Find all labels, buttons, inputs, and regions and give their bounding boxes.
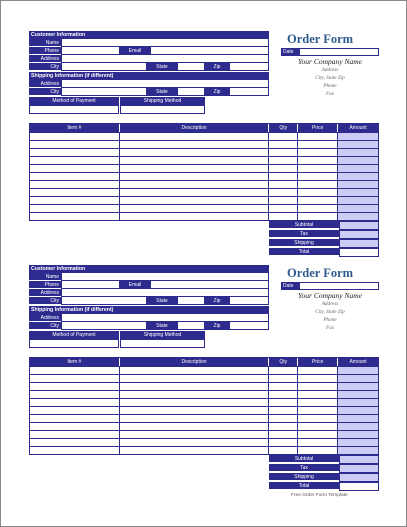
- table-row[interactable]: [30, 148, 378, 156]
- item-cell[interactable]: [120, 157, 270, 164]
- amount-cell[interactable]: [338, 173, 378, 180]
- item-cell[interactable]: [298, 367, 338, 374]
- city-label: City: [29, 63, 61, 71]
- item-cell[interactable]: [298, 415, 338, 422]
- item-cell[interactable]: [120, 375, 270, 382]
- state-field[interactable]: [177, 63, 205, 71]
- table-row[interactable]: [30, 164, 378, 172]
- item-cell[interactable]: [298, 423, 338, 430]
- item-cell[interactable]: [298, 181, 338, 188]
- payment-method-field[interactable]: [29, 105, 119, 114]
- table-row[interactable]: [30, 406, 378, 414]
- total-label: Subtotal: [269, 455, 339, 463]
- table-row[interactable]: [30, 366, 378, 374]
- ship-zip-field[interactable]: [229, 88, 269, 96]
- table-row[interactable]: [30, 180, 378, 188]
- amount-cell[interactable]: [338, 149, 378, 156]
- address-field[interactable]: [61, 55, 269, 63]
- item-cell[interactable]: [298, 447, 338, 454]
- amount-cell[interactable]: [338, 181, 378, 188]
- company-name: Your Company Name: [298, 291, 362, 300]
- item-cell[interactable]: [120, 205, 270, 212]
- table-row[interactable]: [30, 132, 378, 140]
- amount-cell[interactable]: [338, 439, 378, 446]
- shipping-method-field[interactable]: [120, 339, 205, 348]
- date-label: Date: [281, 48, 299, 56]
- item-cell[interactable]: [30, 447, 120, 454]
- total-value-field[interactable]: [339, 482, 379, 491]
- item-cell[interactable]: [120, 173, 270, 180]
- zip-field[interactable]: [229, 297, 269, 305]
- ship-state-field[interactable]: [177, 88, 205, 96]
- item-cell[interactable]: [30, 149, 120, 156]
- item-cell[interactable]: [269, 133, 298, 140]
- item-cell[interactable]: [269, 157, 298, 164]
- table-row[interactable]: [30, 212, 378, 220]
- item-cell[interactable]: [298, 399, 338, 406]
- item-cell[interactable]: [120, 141, 270, 148]
- item-cell[interactable]: [269, 367, 298, 374]
- total-value-field[interactable]: [339, 221, 379, 230]
- table-row[interactable]: [30, 382, 378, 390]
- item-cell[interactable]: [298, 383, 338, 390]
- item-cell[interactable]: [298, 205, 338, 212]
- total-value-field[interactable]: [339, 239, 379, 248]
- amount-cell[interactable]: [338, 399, 378, 406]
- total-value-field[interactable]: [339, 464, 379, 473]
- table-row[interactable]: [30, 140, 378, 148]
- amount-cell[interactable]: [338, 213, 378, 220]
- city-field[interactable]: [61, 297, 147, 305]
- footer-text: Free Order Form Template: [291, 493, 348, 498]
- item-cell[interactable]: [269, 415, 298, 422]
- item-cell[interactable]: [298, 133, 338, 140]
- item-cell[interactable]: [30, 367, 120, 374]
- item-cell[interactable]: [120, 181, 270, 188]
- item-cell[interactable]: [120, 213, 270, 220]
- item-cell[interactable]: [30, 165, 120, 172]
- ship-zip-label: Zip: [205, 88, 229, 96]
- name-label: Name: [29, 273, 61, 281]
- address-field[interactable]: [61, 289, 269, 297]
- amount-cell[interactable]: [338, 407, 378, 414]
- name-field[interactable]: [61, 273, 269, 281]
- name-label: Name: [29, 39, 61, 47]
- column-header: Price: [298, 124, 338, 132]
- table-row[interactable]: [30, 414, 378, 422]
- total-label: Shipping: [269, 239, 339, 247]
- email-field[interactable]: [150, 47, 269, 55]
- zip-label: Zip: [205, 63, 229, 71]
- ship-address-field[interactable]: [61, 314, 269, 322]
- ship-city-label: City: [29, 88, 61, 96]
- item-cell[interactable]: [30, 133, 120, 140]
- item-cell[interactable]: [298, 141, 338, 148]
- item-cell[interactable]: [120, 391, 270, 398]
- amount-cell[interactable]: [338, 391, 378, 398]
- amount-cell[interactable]: [338, 157, 378, 164]
- amount-cell[interactable]: [338, 383, 378, 390]
- company-address-line: Phone: [323, 83, 337, 89]
- company-address-line: Fax: [325, 325, 335, 331]
- amount-cell[interactable]: [338, 197, 378, 204]
- item-cell[interactable]: [269, 431, 298, 438]
- column-header: Description: [120, 124, 270, 132]
- item-cell[interactable]: [30, 399, 120, 406]
- table-row[interactable]: [30, 438, 378, 446]
- phone-label: Phone: [29, 47, 61, 55]
- shipping-info-header: Shipping Information (if different): [29, 72, 269, 80]
- total-label: Total: [269, 482, 339, 490]
- amount-cell[interactable]: [338, 141, 378, 148]
- item-cell[interactable]: [269, 213, 298, 220]
- payment-method-label: Method of Payment: [29, 331, 119, 339]
- item-cell[interactable]: [298, 407, 338, 414]
- item-cell[interactable]: [269, 165, 298, 172]
- state-field[interactable]: [177, 297, 205, 305]
- item-cell[interactable]: [30, 141, 120, 148]
- item-cell[interactable]: [30, 383, 120, 390]
- item-cell[interactable]: [30, 173, 120, 180]
- item-cell[interactable]: [269, 447, 298, 454]
- table-row[interactable]: [30, 430, 378, 438]
- shipping-method-label: Shipping Method: [120, 97, 205, 105]
- item-cell[interactable]: [30, 189, 120, 196]
- item-cell[interactable]: [269, 383, 298, 390]
- total-label: Total: [269, 248, 339, 256]
- city-field[interactable]: [61, 63, 147, 71]
- total-label: Shipping: [269, 473, 339, 481]
- payment-method-field[interactable]: [29, 339, 119, 348]
- item-cell[interactable]: [269, 149, 298, 156]
- table-row[interactable]: [30, 422, 378, 430]
- item-cell[interactable]: [120, 415, 270, 422]
- amount-cell[interactable]: [338, 423, 378, 430]
- item-cell[interactable]: [30, 157, 120, 164]
- ship-city-field[interactable]: [61, 88, 147, 96]
- shipping-method-field[interactable]: [120, 105, 205, 114]
- item-cell[interactable]: [120, 367, 270, 374]
- item-cell[interactable]: [30, 407, 120, 414]
- table-row[interactable]: [30, 204, 378, 212]
- company-address-line: Address: [321, 67, 339, 73]
- amount-cell[interactable]: [338, 375, 378, 382]
- item-cell[interactable]: [30, 423, 120, 430]
- item-cell[interactable]: [120, 189, 270, 196]
- date-label: Date: [281, 282, 299, 290]
- shipping-info-header: Shipping Information (if different): [29, 306, 269, 314]
- column-header: Amount: [349, 125, 367, 131]
- total-value-field[interactable]: [339, 473, 379, 482]
- email-label: Email: [120, 281, 150, 289]
- table-header: [30, 124, 378, 132]
- item-cell[interactable]: [269, 181, 298, 188]
- item-cell[interactable]: [298, 431, 338, 438]
- ship-zip-label: Zip: [205, 322, 229, 330]
- item-cell[interactable]: [120, 399, 270, 406]
- company-address-line: Phone: [323, 317, 337, 323]
- amount-cell[interactable]: [338, 133, 378, 140]
- item-cell[interactable]: [30, 197, 120, 204]
- item-cell[interactable]: [120, 407, 270, 414]
- table-row[interactable]: [30, 188, 378, 196]
- ship-state-label: State: [147, 88, 177, 96]
- table-row[interactable]: [30, 156, 378, 164]
- amount-cell[interactable]: [338, 415, 378, 422]
- table-header: [30, 358, 378, 366]
- ship-address-field[interactable]: [61, 80, 269, 88]
- item-cell[interactable]: [120, 447, 270, 454]
- ship-state-label: State: [147, 322, 177, 330]
- table-row[interactable]: [30, 390, 378, 398]
- name-field[interactable]: [61, 39, 269, 47]
- company-address-line: City, State Zip: [315, 309, 345, 315]
- order-form-title: Order Form: [287, 32, 354, 46]
- column-header: Item #: [30, 358, 120, 366]
- item-cell[interactable]: [298, 197, 338, 204]
- ship-state-field[interactable]: [177, 322, 205, 330]
- amount-cell[interactable]: [338, 367, 378, 374]
- item-cell[interactable]: [30, 181, 120, 188]
- amount-cell[interactable]: [338, 431, 378, 438]
- ship-city-field[interactable]: [61, 322, 147, 330]
- company-address-line: Address: [321, 301, 339, 307]
- item-cell[interactable]: [269, 407, 298, 414]
- company-name: Your Company Name: [298, 57, 362, 66]
- item-cell[interactable]: [298, 375, 338, 382]
- item-cell[interactable]: [298, 189, 338, 196]
- address-label: Address: [29, 289, 61, 297]
- ship-address-label: Address: [29, 80, 61, 88]
- city-label: City: [29, 297, 61, 305]
- zip-label: Zip: [205, 297, 229, 305]
- table-row[interactable]: [30, 446, 378, 454]
- item-cell[interactable]: [269, 399, 298, 406]
- total-label: Subtotal: [269, 221, 339, 229]
- phone-field[interactable]: [61, 281, 120, 289]
- ship-city-label: City: [29, 322, 61, 330]
- item-cell[interactable]: [269, 391, 298, 398]
- date-field[interactable]: [299, 282, 379, 290]
- amount-cell[interactable]: [338, 165, 378, 172]
- item-cell[interactable]: [120, 197, 270, 204]
- item-cell[interactable]: [120, 149, 270, 156]
- company-address-line: City, State Zip: [315, 75, 345, 81]
- payment-method-label: Method of Payment: [29, 97, 119, 105]
- item-cell[interactable]: [30, 431, 120, 438]
- ship-address-label: Address: [29, 314, 61, 322]
- customer-info-header: Customer Information: [29, 31, 269, 39]
- item-cell[interactable]: [30, 213, 120, 220]
- amount-cell[interactable]: [338, 189, 378, 196]
- column-header: Qty: [269, 358, 298, 366]
- order-form-title: Order Form: [287, 266, 354, 280]
- item-cell[interactable]: [120, 383, 270, 390]
- company-address-line: Fax: [325, 91, 335, 97]
- item-cell[interactable]: [298, 213, 338, 220]
- table-row[interactable]: [30, 196, 378, 204]
- item-cell[interactable]: [298, 439, 338, 446]
- item-cell[interactable]: [120, 431, 270, 438]
- total-value-field[interactable]: [339, 230, 379, 239]
- item-cell[interactable]: [298, 149, 338, 156]
- item-cell[interactable]: [269, 205, 298, 212]
- item-cell[interactable]: [269, 439, 298, 446]
- total-label: Tax: [269, 230, 339, 238]
- item-cell[interactable]: [269, 197, 298, 204]
- shipping-method-label: Shipping Method: [120, 331, 205, 339]
- ship-zip-field[interactable]: [229, 322, 269, 330]
- table-row[interactable]: [30, 374, 378, 382]
- email-label: Email: [120, 47, 150, 55]
- column-header: Item #: [30, 124, 120, 132]
- line-items-table: [29, 123, 379, 221]
- amount-cell[interactable]: [338, 447, 378, 454]
- phone-field[interactable]: [61, 47, 120, 55]
- item-cell[interactable]: [269, 423, 298, 430]
- total-label: Tax: [269, 464, 339, 472]
- table-row[interactable]: [30, 398, 378, 406]
- item-cell[interactable]: [269, 375, 298, 382]
- column-header: Description: [120, 358, 270, 366]
- item-cell[interactable]: [120, 439, 270, 446]
- column-header: Amount: [349, 359, 367, 365]
- item-cell[interactable]: [120, 133, 270, 140]
- phone-label: Phone: [29, 281, 61, 289]
- total-value-field[interactable]: [339, 248, 379, 257]
- item-cell[interactable]: [269, 189, 298, 196]
- item-cell[interactable]: [298, 165, 338, 172]
- item-cell[interactable]: [269, 173, 298, 180]
- item-cell[interactable]: [298, 157, 338, 164]
- item-cell[interactable]: [269, 141, 298, 148]
- customer-info-header: Customer Information: [29, 265, 269, 273]
- item-cell[interactable]: [30, 391, 120, 398]
- amount-cell[interactable]: [338, 205, 378, 212]
- column-header: Qty: [269, 124, 298, 132]
- date-field[interactable]: [299, 48, 379, 56]
- state-label: State: [147, 63, 177, 71]
- zip-field[interactable]: [229, 63, 269, 71]
- column-header: Price: [298, 358, 338, 366]
- item-cell[interactable]: [120, 165, 270, 172]
- table-row[interactable]: [30, 172, 378, 180]
- item-cell[interactable]: [30, 205, 120, 212]
- address-label: Address: [29, 55, 61, 63]
- state-label: State: [147, 297, 177, 305]
- item-cell[interactable]: [30, 415, 120, 422]
- item-cell[interactable]: [120, 423, 270, 430]
- item-cell[interactable]: [298, 173, 338, 180]
- line-items-table: [29, 357, 379, 455]
- item-cell[interactable]: [30, 439, 120, 446]
- total-value-field[interactable]: [339, 455, 379, 464]
- item-cell[interactable]: [30, 375, 120, 382]
- email-field[interactable]: [150, 281, 269, 289]
- item-cell[interactable]: [298, 391, 338, 398]
